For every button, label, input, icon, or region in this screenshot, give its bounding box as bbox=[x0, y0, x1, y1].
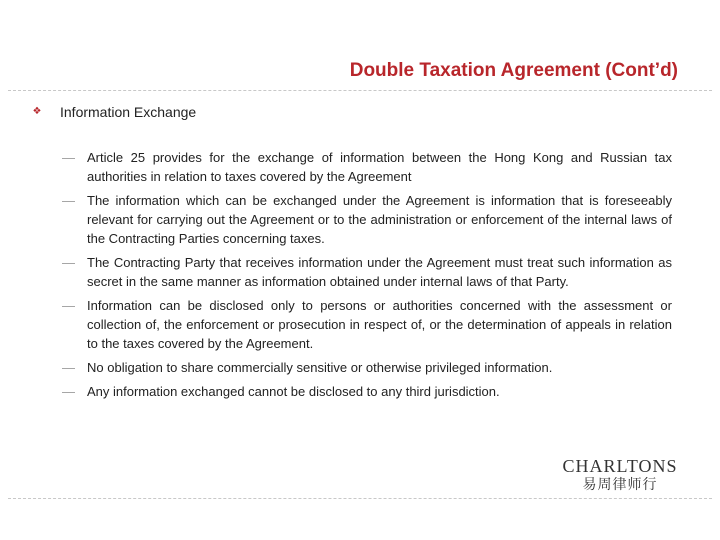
section-heading: Information Exchange bbox=[60, 104, 197, 120]
list-item bbox=[62, 253, 672, 291]
list-item-text: The Contracting Party that receives information under the Agreement must treat such information as secret in the same manner as information obtained under internal laws of that Party. bbox=[87, 255, 672, 289]
square-bullet-icon: ❖ bbox=[32, 106, 42, 117]
list-item bbox=[62, 382, 672, 401]
slide-title: Double Taxation Agreement (Cont’d) bbox=[349, 60, 678, 81]
list-item-text: Information can be disclosed only to persons or authorities concerned with the assessment or collection of, the enforcement or prosecution in respect of, or the determination of appeals in relation to the taxes covered by the Agreement. bbox=[87, 298, 672, 351]
dash-marker: — bbox=[62, 150, 75, 165]
logo-name-en: CHARLTONS bbox=[562, 456, 678, 476]
dash-marker: — bbox=[62, 298, 75, 313]
logo-name-zh: 易周律师行 bbox=[582, 477, 658, 493]
dash-marker: — bbox=[62, 384, 75, 399]
list-item-text: Article 25 provides for the exchange of information between the Hong Kong and Russian tax authorities in relation to taxes covered by the Agreement bbox=[87, 150, 672, 184]
bottom-divider bbox=[8, 498, 712, 499]
dash-marker: — bbox=[62, 255, 75, 270]
top-divider bbox=[8, 90, 712, 91]
list-item bbox=[62, 148, 672, 186]
bullet-list bbox=[62, 148, 672, 406]
dash-marker: — bbox=[62, 193, 75, 208]
charltons-logo bbox=[560, 456, 680, 494]
list-item-text: Any information exchanged cannot be disclosed to any third jurisdiction. bbox=[87, 384, 500, 399]
list-item bbox=[62, 358, 672, 377]
list-item bbox=[62, 296, 672, 353]
list-item-text: No obligation to share commercially sensitive or otherwise privileged information. bbox=[87, 360, 553, 375]
section-heading-row bbox=[30, 104, 196, 120]
dash-marker: — bbox=[62, 360, 75, 375]
list-item-text: The information which can be exchanged under the Agreement is information that is foreseeably relevant for carrying out the Agreement or to the administration or enforcement of the internal laws of the Contracting Parties concerning taxes. bbox=[87, 193, 672, 246]
list-item bbox=[62, 191, 672, 248]
